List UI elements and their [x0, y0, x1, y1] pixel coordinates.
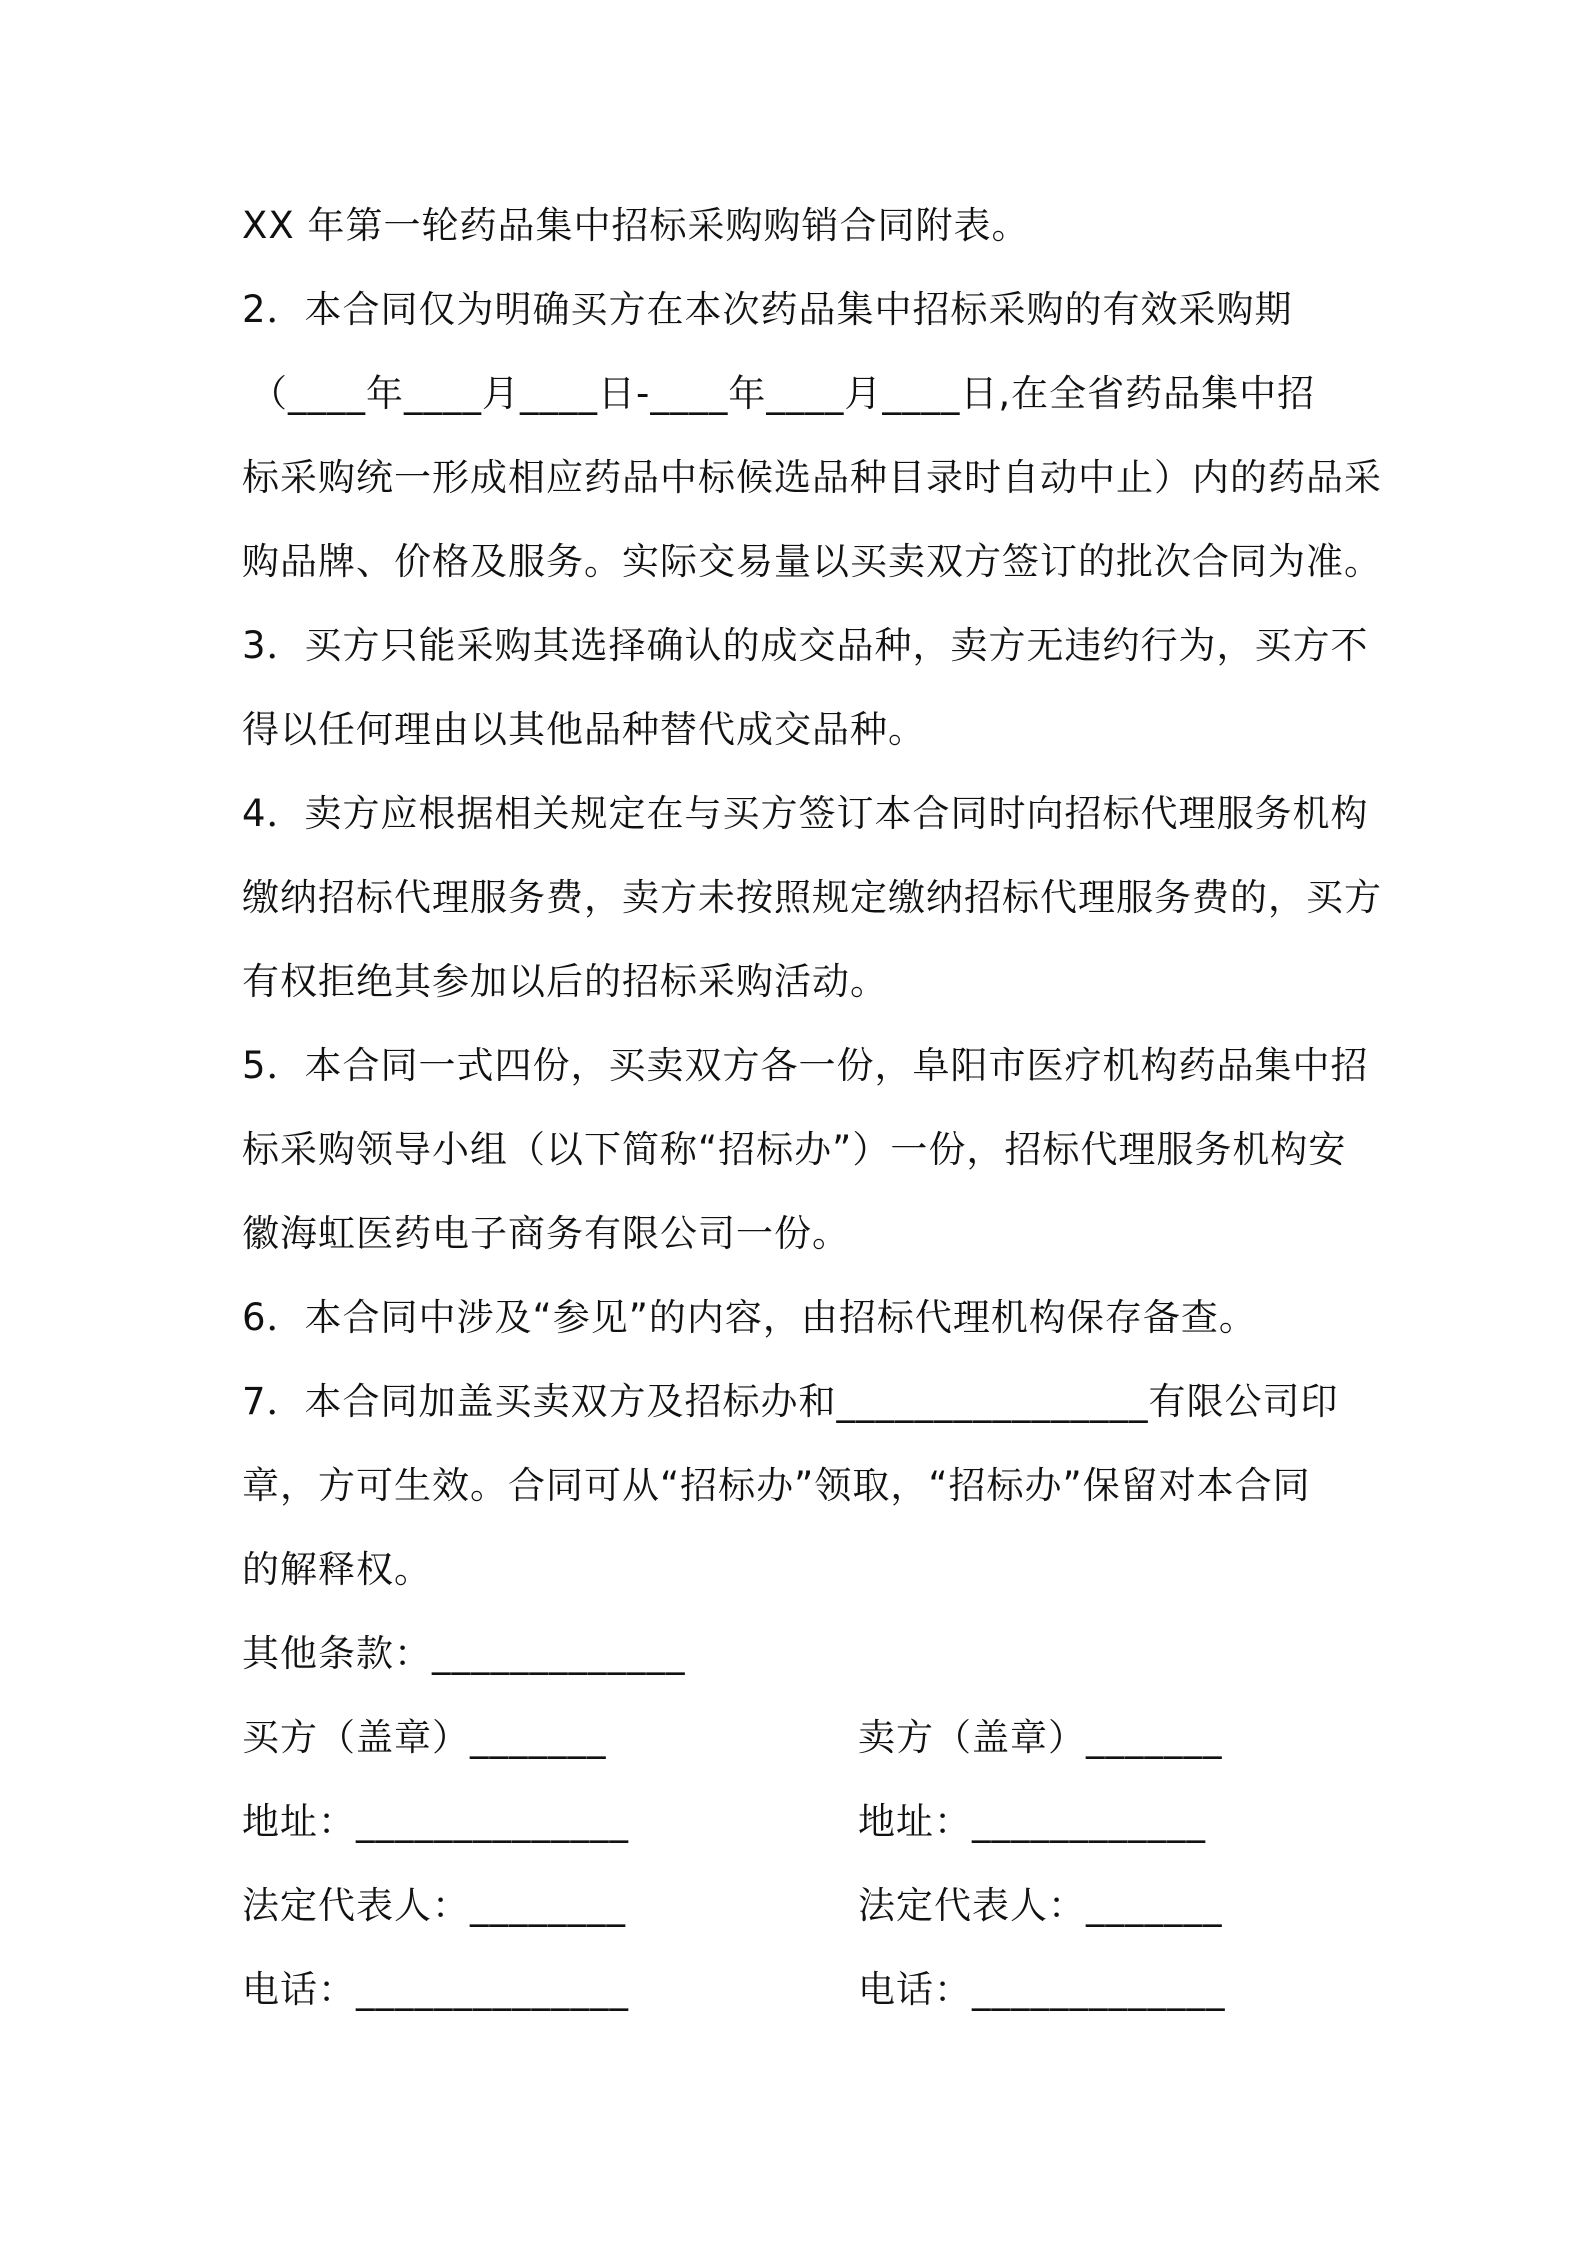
clause-2-line-2: （____年____月____日-____年____月____日,在全省药品集中招	[250, 372, 1316, 415]
clause-3-line-1: 3．买方只能采购其选择确认的成交品种，卖方无违约行为，买方不	[242, 624, 1369, 667]
body-line-1: XX 年第一轮药品集中招标采购购销合同附表。	[242, 204, 1030, 247]
buyer-seal-field: 买方（盖章）_______	[242, 1716, 607, 1759]
buyer-legal-rep-field: 法定代表人：________	[242, 1884, 626, 1927]
clause-4-line-3: 有权拒绝其参加以后的招标采购活动。	[242, 960, 888, 1003]
clause-5-line-2: 标采购领导小组（以下简称“招标办”）一份，招标代理服务机构安	[242, 1128, 1347, 1171]
clause-2-line-4: 购品牌、价格及服务。实际交易量以买卖双方签订的批次合同为准。	[242, 540, 1382, 583]
clause-7-line-2: 章，方可生效。合同可从“招标办”领取，“招标办”保留对本合同	[242, 1464, 1311, 1507]
clause-4-line-2: 缴纳招标代理服务费，卖方未按照规定缴纳招标代理服务费的，买方	[242, 876, 1382, 919]
clause-5-line-1: 5．本合同一式四份，买卖双方各一份，阜阳市医疗机构药品集中招	[242, 1044, 1369, 1087]
clause-7-line-1: 7．本合同加盖买卖双方及招标办和________________有限公司印	[242, 1380, 1339, 1423]
other-terms-line: 其他条款：_____________	[242, 1632, 686, 1675]
seller-phone-field: 电话：_____________	[858, 1968, 1226, 2011]
clause-4-line-1: 4．卖方应根据相关规定在与买方签订本合同时向招标代理服务机构	[242, 792, 1369, 835]
clause-2-line-3: 标采购统一形成相应药品中标候选品种目录时自动中止）内的药品采	[242, 456, 1382, 499]
seller-address-field: 地址：____________	[858, 1800, 1206, 1843]
seller-seal-field: 卖方（盖章）_______	[858, 1716, 1223, 1759]
clause-5-line-3: 徽海虹医药电子商务有限公司一份。	[242, 1212, 850, 1255]
seller-legal-rep-field: 法定代表人：_______	[858, 1884, 1223, 1927]
clause-7-line-3: 的解释权。	[242, 1548, 432, 1591]
buyer-address-field: 地址：______________	[242, 1800, 629, 1843]
clause-3-line-2: 得以任何理由以其他品种替代成交品种。	[242, 708, 926, 751]
clause-6-line-1: 6．本合同中涉及“参见”的内容，由招标代理机构保存备查。	[242, 1296, 1257, 1339]
clause-2-line-1: 2．本合同仅为明确买方在本次药品集中招标采购的有效采购期	[242, 288, 1293, 331]
buyer-phone-field: 电话：______________	[242, 1968, 629, 2011]
